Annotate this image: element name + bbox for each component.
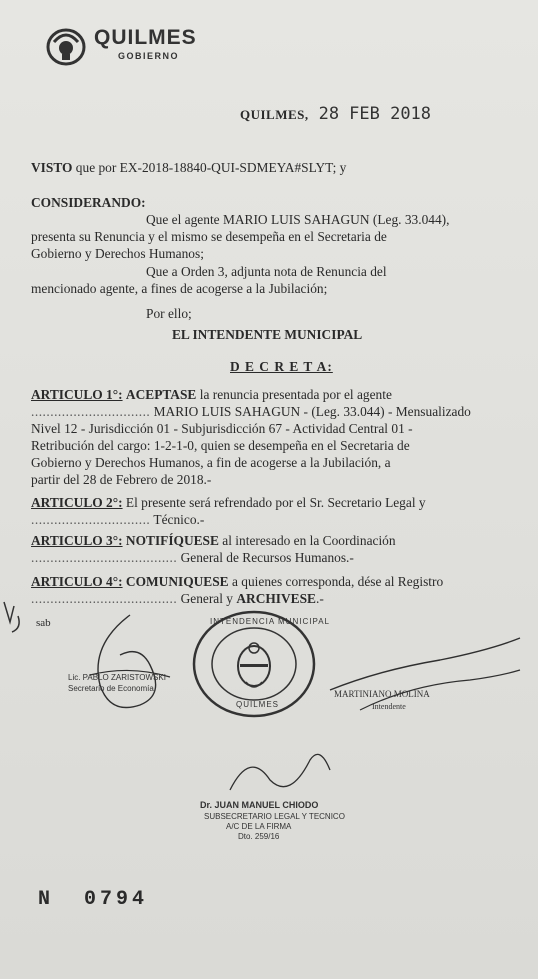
serial-number xyxy=(38,888,148,911)
quilmes-emblem-icon xyxy=(40,22,92,68)
considerando-label: CONSIDERANDO: xyxy=(31,195,146,210)
date-place: QUILMES, xyxy=(240,107,309,122)
article-1-line3: Nivel 12 - Jurisdicción 01 - Subjurisdicción 67 - Actividad Central 01 - xyxy=(31,421,413,436)
considerando-p1-line3: Gobierno y Derechos Humanos; xyxy=(31,246,204,261)
bottom-signatory-title-2: A/C DE LA FIRMA xyxy=(226,822,292,831)
article-1-line5: Gobierno y Derechos Humanos, a fin de acogerse a la Jubilación, a xyxy=(31,455,391,470)
article-2-label: ARTICULO 2°: xyxy=(31,495,123,510)
article-4-keyword2: ARCHIVESE xyxy=(236,591,316,606)
municipal-logo xyxy=(40,22,92,68)
signature-scribble-bottom xyxy=(210,740,350,800)
bottom-signatory-title-3: Dto. 259/16 xyxy=(238,832,280,841)
authority-title: EL INTENDENTE MUNICIPAL xyxy=(172,327,363,342)
left-signatory-title: Secretario de Economía xyxy=(68,684,154,693)
logo-name: QUILMES xyxy=(94,26,197,49)
visto-text: que por EX-2018-18840-QUI-SDMEYA#SLYT; y xyxy=(75,160,347,175)
signature-scribble-right xyxy=(320,630,530,720)
article-2-text: Técnico.- xyxy=(153,512,205,527)
article-1-text: la renuncia presentada por el agente xyxy=(199,387,392,402)
considerando-p2-line1: Que a Orden 3, adjunta nota de Renuncia del xyxy=(146,264,387,279)
article-3-text: General de Recursos Humanos.- xyxy=(180,550,354,565)
left-signature-scribble xyxy=(70,605,190,730)
considerando-p1-line2: presenta su Renuncia y el mismo se desempeña en el Secretaria de xyxy=(31,229,387,244)
bottom-signatory-name: Dr. JUAN MANUEL CHIODO xyxy=(200,800,319,810)
visto-line xyxy=(31,158,346,178)
article-4-label: ARTICULO 4°: xyxy=(31,574,123,589)
right-signature-scribble xyxy=(320,630,530,725)
article-2-line2 xyxy=(31,510,204,530)
article-3-line2 xyxy=(31,548,354,568)
leader-dots: ...................................... xyxy=(31,550,178,565)
margin-initials xyxy=(0,598,26,643)
signature-scribble-left xyxy=(70,605,190,725)
document-date xyxy=(240,104,431,124)
article-2-text: El presente será refrendado por el Sr. Secretario Legal y xyxy=(125,495,426,510)
logo-subtitle: GOBIERNO xyxy=(118,51,180,61)
official-seal xyxy=(190,608,330,720)
article-4-text: a quienes corresponda, dése al Registro xyxy=(231,574,444,589)
article-1-line6: partir del 28 de Febrero de 2018.- xyxy=(31,472,212,487)
visto-label: VISTO xyxy=(31,160,73,175)
considerando-p1-line1: Que el agente MARIO LUIS SAHAGUN (Leg. 33.044), xyxy=(146,212,450,227)
article-4-text: General y xyxy=(180,591,233,606)
bottom-signature-scribble xyxy=(210,740,350,805)
bottom-signatory-title-1: SUBSECRETARIO LEGAL Y TECNICO xyxy=(204,812,345,821)
decreta-heading: D E C R E T A: xyxy=(230,359,333,374)
leader-dots: ............................... xyxy=(31,512,151,527)
leader-dots: ............................... xyxy=(31,404,151,419)
considerando-p2-line2: mencionado agente, a fines de acogerse a la Jubilación; xyxy=(31,281,328,296)
article-1-text: MARIO LUIS SAHAGUN - (Leg. 33.044) - Mensualizado xyxy=(153,404,471,419)
article-4-end: .- xyxy=(315,591,324,606)
date-day: 28 xyxy=(318,104,340,124)
margin-note: sab xyxy=(36,617,51,629)
right-signatory-name: MARTINIANO MOLINA xyxy=(334,689,430,699)
serial-prefix: N xyxy=(38,888,55,911)
date-month-year: FEB 2018 xyxy=(349,104,432,124)
serial-value: 0794 xyxy=(84,888,149,911)
article-4-keyword: COMUNIQUESE xyxy=(125,574,229,589)
right-signatory-title: Intendente xyxy=(372,702,406,711)
article-3-keyword: NOTIFÍQUESE xyxy=(125,533,219,548)
margin-initials-scribble xyxy=(0,598,26,638)
article-1-keyword: ACEPTASE xyxy=(125,387,197,402)
seal-top-text: INTENDENCIA MUNICIPAL xyxy=(210,617,330,626)
por-ello: Por ello; xyxy=(146,306,192,321)
seal-bottom-text: QUILMES xyxy=(236,700,280,709)
article-1-label: ARTICULO 1°: xyxy=(31,387,123,402)
leader-dots: ...................................... xyxy=(31,591,178,606)
article-3-label: ARTICULO 3°: xyxy=(31,533,123,548)
article-1-line4: Retribución del cargo: 1-2-1-0, quien se desempeña en el Secretaria de xyxy=(31,438,410,453)
left-signatory-name: Lic. PABLO ZARISTOWSKI xyxy=(68,673,166,682)
article-3-text: al interesado en la Coordinación xyxy=(222,533,396,548)
